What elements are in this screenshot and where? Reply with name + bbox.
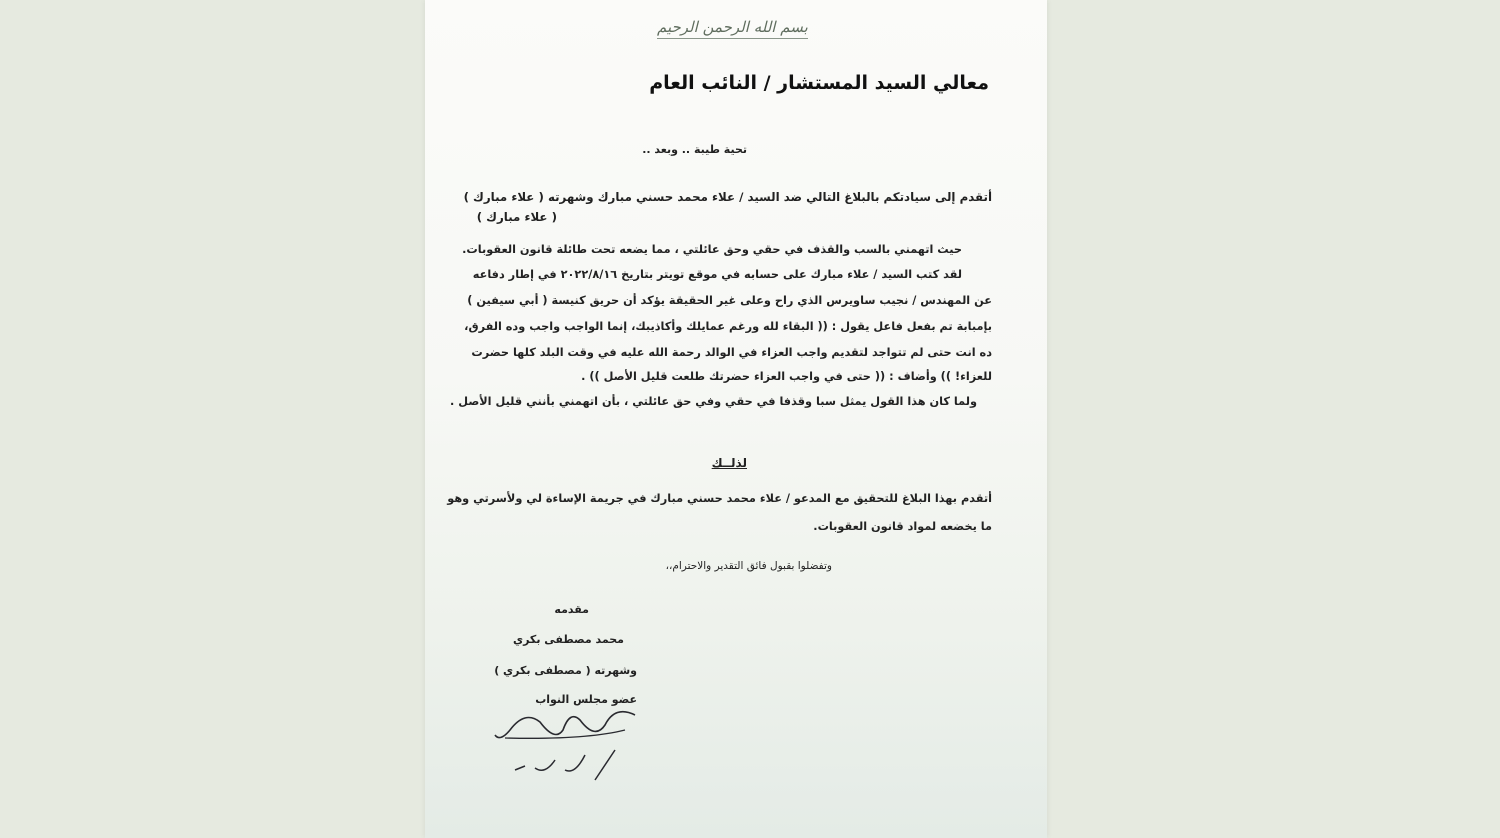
handwritten-signature — [485, 700, 645, 790]
signatory-name: محمد مصطفى بكري — [513, 633, 624, 646]
addressee-title: معالي السيد المستشار / النائب العام — [649, 72, 989, 94]
body-line: حيث اتهمني بالسب والقذف في حقي وحق عائلتي ، مما يضعه تحت طائلة قانون العقوبات. — [462, 243, 962, 256]
request-line: أتقدم بهذا البلاغ للتحقيق مع المدعو / علاء محمد حسني مبارك في جريمة الإساءة لي ولأسرتي وهو — [447, 492, 992, 505]
greeting: تحية طيبة .. وبعد .. — [642, 143, 747, 156]
intro-line: أتقدم إلى سيادتكم بالبلاغ التالي ضد السيد / علاء محمد حسني مبارك وشهرته ( علاء مبارك ) — [463, 190, 992, 204]
closing: وتفضلوا بقبول فائق التقدير والاحترام،، — [665, 560, 832, 572]
body-line: للعزاء! )) وأضاف : (( حتى في واجب العزاء حضرتك طلعت قليل الأصل )) . — [581, 370, 992, 383]
request-line: ما يخضعه لمواد قانون العقوبات. — [813, 520, 992, 533]
signature-label: مقدمه — [554, 603, 589, 616]
signatory-position: عضو مجلس النواب — [535, 693, 637, 706]
basmala-calligraphy: بسم الله الرحمن الرحيم — [657, 18, 808, 39]
body-line: لقد كتب السيد / علاء مبارك على حسابه في موقع تويتر بتاريخ ٢٠٢٢/٨/١٦ في إطار دفاعه — [472, 268, 962, 281]
intro-line-2: ( علاء مبارك ) — [476, 210, 557, 224]
body-line: بإمبابة تم بفعل فاعل يقول : (( البقاء لله ورغم عمايلك وأكاذيبك، إنما الواجب واجب وده الفرق، — [464, 320, 992, 333]
body-line: ولما كان هذا القول يمثل سبا وقذفا في حقي وفي حق عائلتي ، بأن اتهمني بأنني قليل الأصل . — [450, 395, 977, 408]
section-heading: لذلــك — [711, 456, 747, 470]
document-page — [425, 0, 1047, 838]
body-line: عن المهندس / نجيب ساويرس الذي راح وعلى غير الحقيقة يؤكد أن حريق كنيسة ( أبي سيفين ) — [467, 294, 992, 307]
body-line: ده انت حتى لم تتواجد لتقديم واجب العزاء في الوالد رحمة الله عليه في وقت البلد كلها حضرت — [471, 346, 992, 359]
signatory-alias: وشهرته ( مصطفى بكري ) — [494, 664, 637, 677]
